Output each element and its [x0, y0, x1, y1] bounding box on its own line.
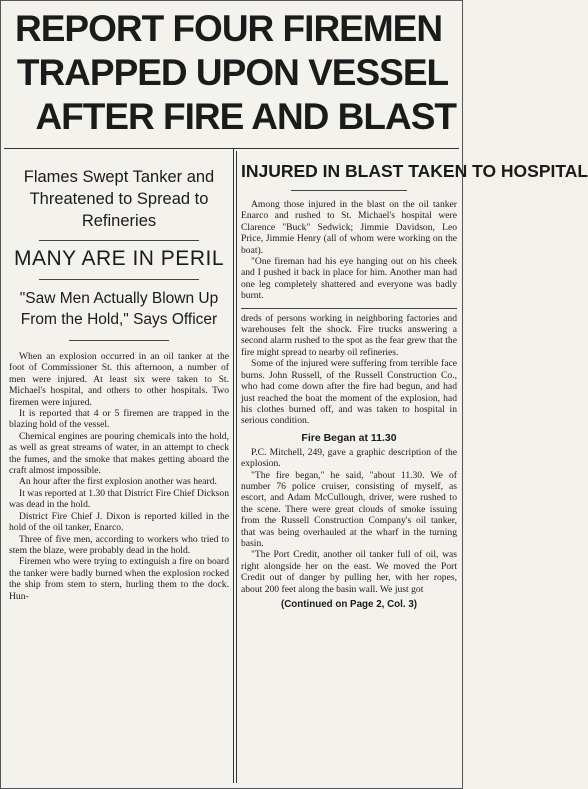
- subhead-separator: [291, 190, 407, 191]
- deck-flames-swept: Flames Swept Tanker and Threatened to Spread to Refineries: [23, 168, 215, 230]
- paragraph: Firemen who were trying to extinguish a fire on board the tanker were badly burned when the explosion rocked the ship from stem to stern, hurling them to the dock. Hun-: [9, 556, 229, 602]
- subhead-injured-text: INJURED IN BLAST TAKEN TO HOSPITAL: [241, 161, 588, 181]
- paragraph: Three of five men, according to workers who tried to stem the blaze, were probably dead in the hold.: [9, 533, 229, 556]
- headline: [7, 7, 458, 139]
- left-column: [9, 166, 229, 602]
- headline-line-3: AFTER FIRE AND BLAST: [35, 96, 456, 137]
- paragraph: It was reported at 1.30 that District Fire Chief Dickson was dead in the hold.: [9, 487, 229, 511]
- paragraph: District Fire Chief J. Dixon is reported killed in the hold of the oil tanker, Enarco.: [9, 510, 229, 534]
- subhead-fire-began: Fire Began at 11.30: [301, 431, 397, 444]
- paragraph: It is reported that 4 or 5 firemen are trapped in the blazing hold of the vessel.: [9, 408, 229, 431]
- paragraph: "The Port Credit, another oil tanker full of oil, was right alongside her on the east. We moved the Port Credit out of danger by pulling her, with her ropes, about 200 feet along the basin wall. We just got: [241, 549, 457, 595]
- right-body-bottom: [241, 447, 457, 595]
- paragraph: An hour after the first explosion another was heard.: [19, 476, 217, 488]
- column-rule: [233, 149, 234, 783]
- section-rule: [241, 308, 457, 309]
- continued-note: (Continued on Page 2, Col. 3): [280, 599, 418, 610]
- right-body-mid: [241, 313, 457, 427]
- paragraph: P.C. Mitchell, 249, gave a graphic description of the explosion.: [241, 446, 457, 470]
- right-column: [241, 161, 588, 611]
- column-rule-inner: [236, 151, 237, 783]
- headline-rule: [4, 148, 459, 149]
- subhead-injured: [241, 161, 588, 182]
- deck-separator: [39, 279, 199, 280]
- paragraph: Some of the injured were suffering from terrible face burns. John Russell, of the Russell Construction Co., who had come down after the fire had begun, and had just reached the boat the moment of the explosion, had his clothes burned off, and was taken to hospital in serious condition.: [241, 358, 457, 427]
- headline-line-1: REPORT FOUR FIREMEN: [15, 8, 443, 49]
- paragraph: Chemical engines are pouring chemicals into the hold, as well as great streams of water, in an attempt to check the fumes, and the smoke that makes getting aboard the craft almost impossible.: [9, 430, 229, 477]
- paragraph: "The fire began," he said, "about 11.30. We of number 76 police cruiser, consisting of myself, as escort, and Adam McCullough, driver, were rushed to the scene. There were great clouds of smoke issuing from the Russell Construction Company's oil tanker, that was being overhauled at the wharf in the turning basin.: [241, 469, 457, 549]
- right-body-top: [241, 199, 457, 302]
- deck-many-in-peril: MANY ARE IN PERIL: [13, 247, 224, 270]
- paragraph: When an explosion occurred in an oil tanker at the foot of Commissioner St. this afternoon, a number of men were injured. At least six were taken to St. Michael's hospital, and others to other hospitals. Two firemen were injured.: [9, 351, 229, 408]
- left-body: [9, 351, 229, 602]
- paragraph: Among those injured in the blast on the oil tanker Enarco and rushed to St. Michael's hospital were Clarence "Buck" Sedwick; Jimmie Davidson, Leo Price, Jimmie Henry (all of whom were working on the boat).: [241, 199, 457, 256]
- headline-line-2: TRAPPED UPON VESSEL: [16, 52, 449, 93]
- paragraph: dreds of persons working in neighboring factories and warehouses felt the shock. Fire trucks answering a second alarm rushed to the spot as the fear grew that the fire might spread to nearby oil refineries.: [241, 312, 457, 358]
- paragraph: "One fireman had his eye hanging out on his cheek and I pushed it back in place for him. Another man had one leg completely shattered and everyone was badly burnt.: [241, 256, 457, 302]
- deck-officer-quote: "Saw Men Actually Blown Up From the Hold," Says Officer: [19, 290, 219, 328]
- deck-separator: [69, 340, 169, 341]
- deck-separator: [39, 240, 199, 241]
